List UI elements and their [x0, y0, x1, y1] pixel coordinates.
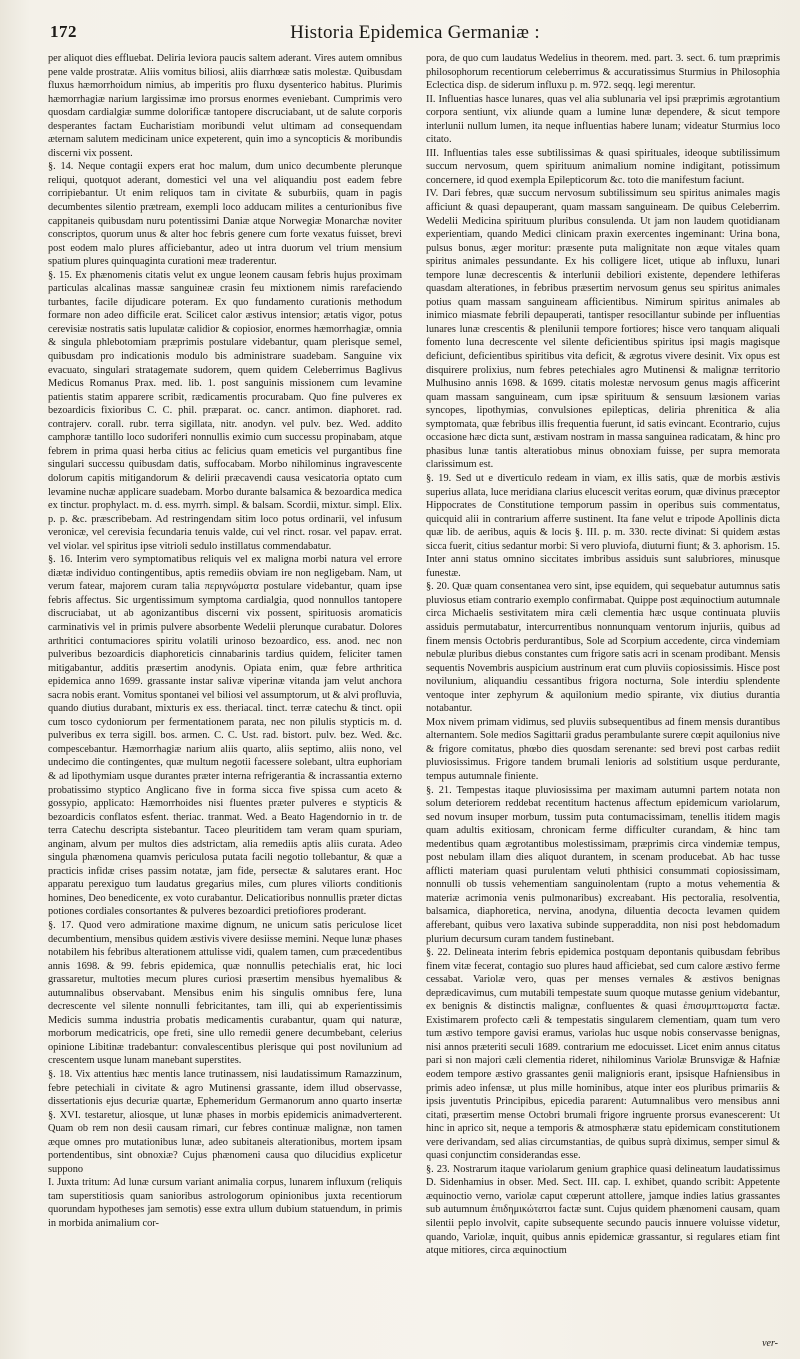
paragraph: per aliquot dies effluebat. Deliria leviora paucis saltem aderant. Vires autem omnibus pene valde prostratæ. Aliis vomitus biliosi, aliis diarrhœæ satis molestæ. Quibusdam fluxus hæmorrhoidum nimius, ab imperitis pro fluxu dysenterico habitus. Plurimis hæmorrhagiæ narium largissimæ imo prorsus enormes eveniebant. Cumprimis vero quosdam cardialgiæ summe dolorificæ tantopere discruciabant, ut de salute corporis desperantes factam Eucharistiam moribundi velut ultimam ad consequendam æternam salutem medicinam unice expeterent, quin imo a syncopticis & moribundis discerni vix possent.: [48, 53, 402, 159]
paragraph: II. Influentias hasce lunares, quas vel alia sublunaria vel ipsi præprimis ægrotantium corpora sentiunt, vix aliunde quam a lumine lunæ dependere, & sicut tempore interlunii nullum lumen, ita neque influentias habere lunam; videatur Sturmius loco citato.: [426, 93, 780, 146]
paragraph: §. 16. Interim vero symptomatibus reliquis vel ex maligna morbi natura vel errore diætæ individuo contingentibus, aptis remediis obviam ire non negligebam. Nam, ut verum fatear, majorem curam talia περιγνώματα postulare videbantur, quam ipse febris affectus. Sic urgentissimum symptoma cardialgia, quod nonnullos tantopere discruciabat, ut ab agonizantibus discerni vix possent, spirituosis aromaticis carminativis vel in primis pulvere absorbente Wedelii plerunque curabatur. Dolores arthritici contumaciores spiritu volatili urinoso bezoardico, ess. anod. nec non pulveribus bezoardicis diaphoreticis cinnabarinis tardius quidem, feliciter tamen mitigabantur, additis præsertim anodynis. Opiata enim, quæ febre arthritica epidemica anno 1699. grassante instar salivæ viperinæ vitanda jam velut anchora sacra nobis erant. Vomitus spontanei vel biliosi vel assumptorum, ut & alvi profluvia, quando diutius durabant, mixturis ex ess. theriacal. tinct. terræ catechu & tinct. opii cum tosco cydoniorum per fermentationem parata, nec non pilulis stypticis m. d. pulveribus ex terra sigill. bos. armen. C. C. Ust. rad. bistort. pulv. bez. Wed. &c. compescebantur. Hæmorrhagiæ narium aliis quarto, aliis septimo, aliis nono, vel undecimo die contingentes, quæ multum negotii facessere solebant, ultra euphoriam & ad lipothymiam usque durantes præter interna refrigerantia & incrassantia externo probatissimo styptico Anglicano five in forma sicca five spissa cum aceto & gossypio, applicato: Hæmorrhoides nisi fluentes præter pulveres e stypticis & bezoardicis conflatos esfent. theriac. tranmat. Wed. a Beato Hagendornio in tr. de terra Catechu descripta sistebantur. Taceo pleuritidem tam veram quam spuriam, anginam, alvum per multos dies adstrictam, alia remediis aptis aliis curata. Adeo singula phænomena quamvis periculosa putata facili negotio tollebantur, & quæ a practicis infidæ crises passim notatæ, jam fide, persectæ & salutares erant. Hoc apparatu perexiguo tum laudatus gregarius miles, cum plures viliorts conditionis homines, Deo benedicente, ex voto curabantur. Delicatioribus nonnullis præter dictas potiones cordiales consortantes & pulveres bezoardici pretiofiores proderant.: [48, 554, 402, 918]
page-header: [50, 22, 780, 48]
paragraph: §. 19. Sed ut e diverticulo redeam in viam, ex illis satis, quæ de morbis æstivis superius allata, luce meridiana clarius elucescit veritas eorum, quæ divinus præceptor Hippocrates de Constitutione temporum passim in operibus suis commentatus, quicquid alii in contrarium afferre sustinent. Ita fane velut e tripode Apollinis dicta quæ lib. de aeribus, aquis & locis §. III. p. m. 330. recte divinat: Si quidem æstas sicca fuerit, citius sedantur morbi: Si vero pluviofa, diuturni fiunt; & 3. aphorism. 15. Inter anni status omnino siccitates imbribus assiduis sunt salubriores, minusque funestæ.: [426, 472, 780, 579]
paragraph: pora, de quo cum laudatus Wedelius in theorem. med. part. 3. sect. 6. tum præprimis philosophorum recentiorum celeberrimus & accuratissimus Sturmius in Philosophia Eclectica disp. de siderum influxu p. m. 972. seqq. legi merentur.: [426, 53, 780, 92]
paragraph: §. 15. Ex phænomenis citatis velut ex ungue leonem causam febris hujus proximam particulas alcalinas massæ sanguineæ crasin feu mixtionem nimis rarefaciendo turbantes, facile dijudicare poteram. Ex quo fundamento curationis methodum formare non adeo difficile erat. Scilicet calor æstivus intensior; ætatis vigor, potus cerevisiæ nostratis satis lupulatæ calidior & copiosior, enormes hæmorrhagiæ, omnia & singula phlebotomiam præprimis postulare videbantur, quam plerisque semel, quibusdam pro indicationis modulo bis administrare suadebam. Sanguine vix evacuato, singulari stratagemate sudorem, quem quidem Celeberrimus Baglivus Medicus Romanus Prax. med. lib. 1. post sanguinis missionem cum levamine patientis statim apparere scribit, rædicamentis procurabam. Quo fine pulveres ex bezoardicis fixioribus C. C. phil. præparat. oc. cancr. antimon. diaphoret. rad. contrajerv. corall. rubr. terra sigillata, nitr. anodyn. vel pulv. bez. Wed. addito camphoræ tantillo loco sudoriferi nonnullis eximio cum successu propinabam, atque febrem in prima quasi herba citius ac felicius quam emeticis vel purgantibus fine singulari successu quibusdam datis, suffocabam. Morbo nihilominus ingravescente dolorum capitis mitigandorum & delirii præcavendi causa vesicatoria optato cum levamine nuchæ applicare suadebam. Morbo durante balsamica & bezoardica medica ex tinctur. prophylact. m. d. ess. myrrh. simpl. & balsam. Scordii, mixtur. simpl. Elix. p. p. &c. præscribebam. Ad restringendam sitim loco potus ordinarii, vel infusum veronicæ, vel cerevisia fecundaria tenuis valde, cui vel rinct. rosar. vel papav. errat. vel violar. vel spiritus ipse vitrioli sedulo instillatus commendabatur.: [48, 269, 402, 552]
paragraph: §. 20. Quæ quam consentanea vero sint, ipse equidem, qui sequebatur autumnus satis pluviosus etiam contrario exemplo confirmabat. Quippe post æquinoctium autumnale circa Michaelis sestivitatem mira cæli clementia hæc usque continuata pluviis assiduis permutabatur, intercurrentibus nonnunquam ventorum injuriis, quibus ad finem mensis Octobris perdurantibus, Sole ad Scorpium accedente, circa vindemiam nebulæ pluribus diebus constantes cum frigore satis acri in scenam prodibant. Mensis sequentis Novembris auspicium austrinum erat cum pluviis copiosissimis. Hisce post novilunium, aliquandiu cessantibus frigora nocturna, Sole interdiu splendente ventoque inter zephyrum & aquilonium medio spirante, vix diutius durantia notabantur.: [426, 581, 780, 715]
paragraph: §. 23. Nostrarum itaque variolarum genium graphice quasi delineatum laudatissimus D. Sidenhamius in obser. Med. Sect. III. cap. I. exhibet, quando scribit: Appetente æquinoctio verno, variolæ caput cœperunt attollere, jamque indies latius grassantes sub autumnum ἐπιδημικώτατοι factæ sunt. Cujus quidem phænomeni causam, quam silentii peplo involvit, capite subsequente secundo paucis innuere voluisse videtur, quando, Variolæ, inquit, quibus annis epidemicæ grassantur, si regulares etiam fint atque mitiores, circa æquinoctium: [426, 1163, 780, 1257]
catchword: ver-: [762, 1338, 778, 1349]
paragraph: §. 17. Quod vero admiratione maxime dignum, ne unicum satis periculose licet decumbentium, mensibus quidem æstivis vivere desiisse memini. Neque lunæ phases notabilem his febribus alterationem attulisse vidi, qualem tamen, cum præcedentibus annis 1698. & 99. febris epidemica, quæ nonnullis petechialis erat, hic loci grassaretur, multoties mecum plures curiosi præsertim mensibus hyemalibus & autumnalibus observabant. Mensibus enim his singulis omnibus fere, luna decrescente vel silente nonnulli febricitantes, tam illi, qui ab experientissimis Medicis summa industria probatis medicamentis curabantur, quam qui naturæ, morborum medicatricis, ope freti, sine ullo remedii genere decumbebant, celerius opinione Libitinæ tradebantur: convalescentibus plerisque qui post novilunium ad crescentem usque lunam manebant superstites.: [48, 920, 402, 1067]
paragraph: IV. Dari febres, quæ succum nervosum subtilissimum seu spiritus animales magis afficiunt & quasi depauperant, quam massam sanguineam. De quibus Celeberrim. Wedelii Medicina spirituum pluribus consulenda. Ut jam non laudem quotidianam experientiam, quando Medici clinicam praxin exercentes ingeminant: Urina bona, pulsus bonus, æger moritur: præsente puta malignitate non æque vitales quam spiritus animales pessundante. Ex his colligere licet, utique ab influxu, lunari tempore lunæ decrescentis & interlunii debiliori existente, dependere lethiferas quasdam alterationes, in febribus præsertim nervosum genus seu spiritus animales potius quam massam sanguineam afficientibus. Nimirum spiritus animales ab inimico miasmate febrili depauperati, tantisper resocillantur subinde per influentias lunares lunæ crescentis & plenilunii tempore fortiores; hisce vero tanquam aliquali fomento luna decrescente vel silente deficientibus spiritus ipsi magis magisque deficiunt, deficientibus spiritibus vita deficit, & ægrotus vivere desinit. Vix opus est disquirere prolixius, num febres petechiales agro Mutinensi & malignæ territorio Mulhusino annis 1698. & 1699. citatis molestæ nervosum genus magis afficerint quam massam sanguineam, cum ipsæ spirituum & sensuum læsionem varias syncopes, lipothymias, convulsiones epilepticas, deliria phrenitica & alia symptomata, quæ febribus illis frequentia fuerunt, id satis evincant. Econtrario, cujus occasione hæc dicta sunt, æstivam nostram in massa sanguinea radicatam, & hinc pro phasibus lunæ tantis alteratiobus minus obnoxiam fuisse, per supra memorata clarissimum est.: [426, 188, 780, 471]
page-number: 172: [50, 22, 77, 41]
right-column: [426, 52, 780, 1342]
paragraph: Mox nivem primam vidimus, sed pluviis subsequentibus ad finem mensis durantibus alternantem. Sole medios Sagittarii gradus perambulante surere cœpit aquilonius nive & frigore comitatus, phœbo dies quosdam serenante: sed brevi post carbas rediit pluviosissimus. Frigore tandem brumali lenioris ad solstitium usque perdurante, tempus autumnale finiente.: [426, 716, 780, 782]
paragraph: I. Juxta tritum: Ad lunæ cursum variant animalia corpus, lunarem influxum (reliquis tam superstitiosis quam sanioribus astrologorum opinionibus juxta recentiorum quorundam hypotheses jam semotis) esse extra ullum dubium statuendum, in primis in morbida animalium cor-: [48, 1177, 402, 1230]
paragraph: §. 18. Vix attentius hæc mentis lance trutinassem, nisi laudatissimum Ramazzinum, febre petechiali in civitate & agro Mutinensi grassante, idem illud observasse, dissertationis ejus decuriæ quartæ, Ephemeridum Germanorum anno quarto insertæ §. XVI. testaretur, aliosque, ut lunæ phases in morbis epidemicis animadverterent. Quam ob rem non desii causam rimari, cur febres continuæ malignæ, non tamen æque omnes pro mutationibus lunæ, adeo subitaneis alterationibus, mortem ipsam portendentibus, sint obnoxiæ? Cujus phænomeni causa quo dilucidius explicetur suppono: [48, 1069, 402, 1175]
left-column: [48, 52, 402, 1342]
running-head: Historia Epidemica Germaniæ :: [290, 22, 540, 43]
paragraph: §. 14. Neque contagii expers erat hoc malum, dum unico decumbente plerunque reliqui, quotquot aderant, domestici vel una vel aliquandiu post eadem febre corripiebantur. Ut enim reliquos tam in civitate & suburbiis, quam in pagis decumbentes silentio prætream, exempli loco adducam milites a centurionibus five cappitaneis quibusdam nuru potentissimi Daniæ atque Norwegiæ Monarchæ noviter conscriptos, quorum unus & alter hoc febris genere cum forte vexatus fuisset, brevi post eodem malo plures afficiebantur, adeo ut intra duorum vel trium mensium spatium plures quinquaginta curationi meæ traderentur.: [48, 161, 402, 268]
paragraph: §. 21. Tempestas itaque pluviosissima per maximam autumni partem notata non solum deteriorem reddebat recentitum hactenus affectum epidemicum variolarum, sed novum insuper morbum, tussim puta contumacissimam, tenellis itidem magis quam adultis exitiosam, chronicam ferme difficulter curandam, & hinc tam medentibus quam ægrotantibus molestissimam, præprimis circa vindemiæ tempus, post nebulam illam dies aliquot durantem, in scenam producebat. Ab hac tusse afflicti materiam quasi purulentam veluti phthisici consummati copiosissimam, nonnulli ob tussis vehementiam sanguinolentam (rupto a motus vehementia & materiæ acrimonia venis pulmonaribus) excreabant. His pectoralia, resolventia, balsamica, diaphoretica, nervina, anodyna, diluentia decocta levamen quidem afferebant, quibus vero laxativa subinde supperaddita, non nisi post hebdomadum plurium decursum curam tandem fustinebant.: [426, 784, 780, 945]
text-columns: [48, 52, 782, 1342]
paragraph: III. Influentias tales esse subtilissimas & quasi spirituales, ideoque subtilissimum succum nervosum, quem spirituum animalium nomine indigitant, potissimum concernere, id quod exempla Epilepticorum &c. toto die manifestum faciunt.: [426, 147, 780, 186]
paragraph: §. 22. Delineata interim febris epidemica postquam depontanis quibusdam febribus finem vitæ fecerat, contagio suo plures haud afficiebat, sed cum calore æstivo ferme cessabat. Variolæ vero, quas per menses vernales & æstivos benignas deprædicavimus, cum mutabili tempestate suum quoque mutasse genium videbantur, ex benignis & distinctis malignæ, confluentes & quasi ἐπισυμπτωματα factæ. Existimarem profecto cæli & tempestatis singularem clementiam, quam tum vero tum æstivo tempore gavisi eramus, variolas huc usque nobis conservasse benignas, nisi annos præteriti seculi 1689. contrarium me edocuisset. Licet enim annus citatus pari si non majori cæli clementia rideret, nihilominus Variolæ Brunsvigæ & Hafniæ eodem tempore æstivo grassantes genii malignioris erant, ipsisque Hafniensibus in primis adeo infensæ, ut plus mille hominibus, atque inter eos pluribus primariis & ipsis juventutis Principibus, epicedia pararent: Autumnalibus vero mensibus anni citati, præsertim mense Octobri brumali frigore ingruente prorsus evanescerent: Ut hinc in aprico sit, neque a temporis & atmosphæræ statu epidemicam constitutionem vere derivandam, sed alias circumstantias, de quibus suprà diximus, semper simul & quasi conjunctim considerandas esse.: [426, 947, 780, 1162]
